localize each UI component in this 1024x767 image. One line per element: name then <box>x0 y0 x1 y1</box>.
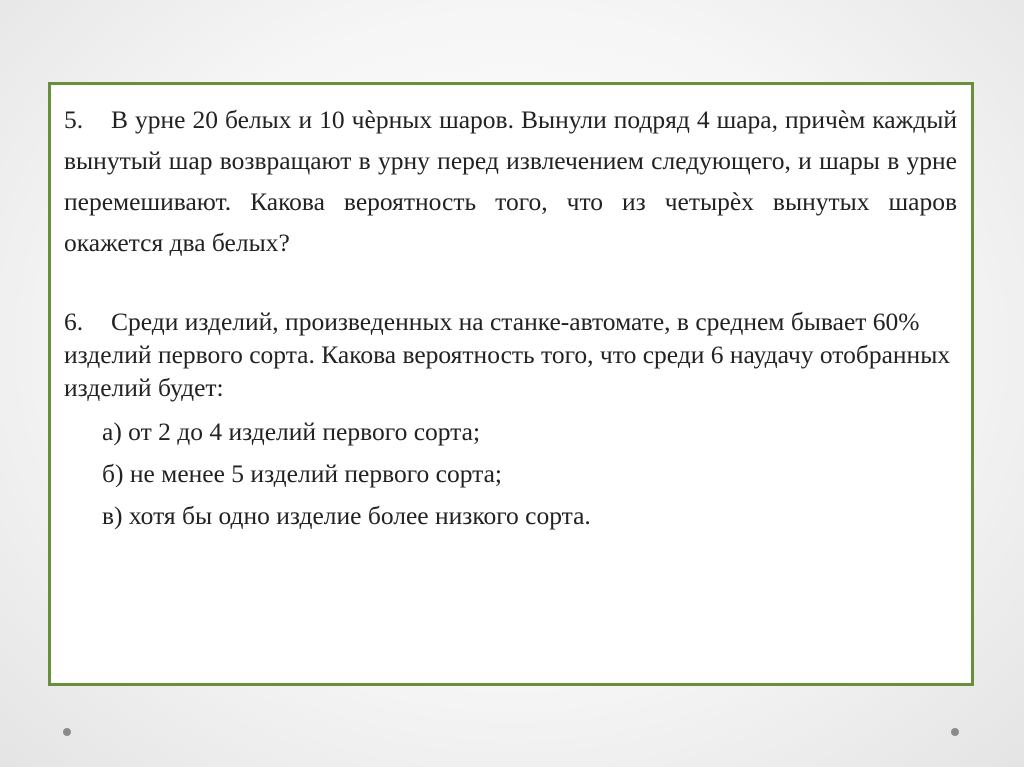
problem-6-item-b: б) не менее 5 изделий первого сорта; <box>102 459 502 488</box>
problem-6-text: Среди изделий, произведенных на станке-автомате, в среднем бывает 60% изделий первого сорта. Какова вероятность того, что среди 6 наудачу отобранных изделий будет: <box>64 307 951 402</box>
problem-6-number: 6. <box>64 307 84 336</box>
problem-6-item-c: в) хотя бы одно изделие более низкого сорта. <box>102 501 591 530</box>
problem-6-item-a: а) от 2 до 4 изделий первого сорта; <box>102 417 481 446</box>
problem-5 <box>64 99 957 263</box>
slide-corner-dot-left <box>63 728 71 736</box>
slide-corner-dot-right <box>951 728 959 736</box>
problem-5-number: 5. <box>64 105 84 134</box>
slide-content-frame <box>48 82 974 686</box>
problem-6 <box>64 305 957 404</box>
problem-5-text: В урне 20 белых и 10 чѐрных шаров. Вынули подряд 4 шара, причѐм каждый вынутый шар возвращают в урну перед извлечением следующего, и шары в урне перемешивают. Какова вероятность того, что из четырѐх вынутых шаров окажется два белых? <box>64 105 957 257</box>
